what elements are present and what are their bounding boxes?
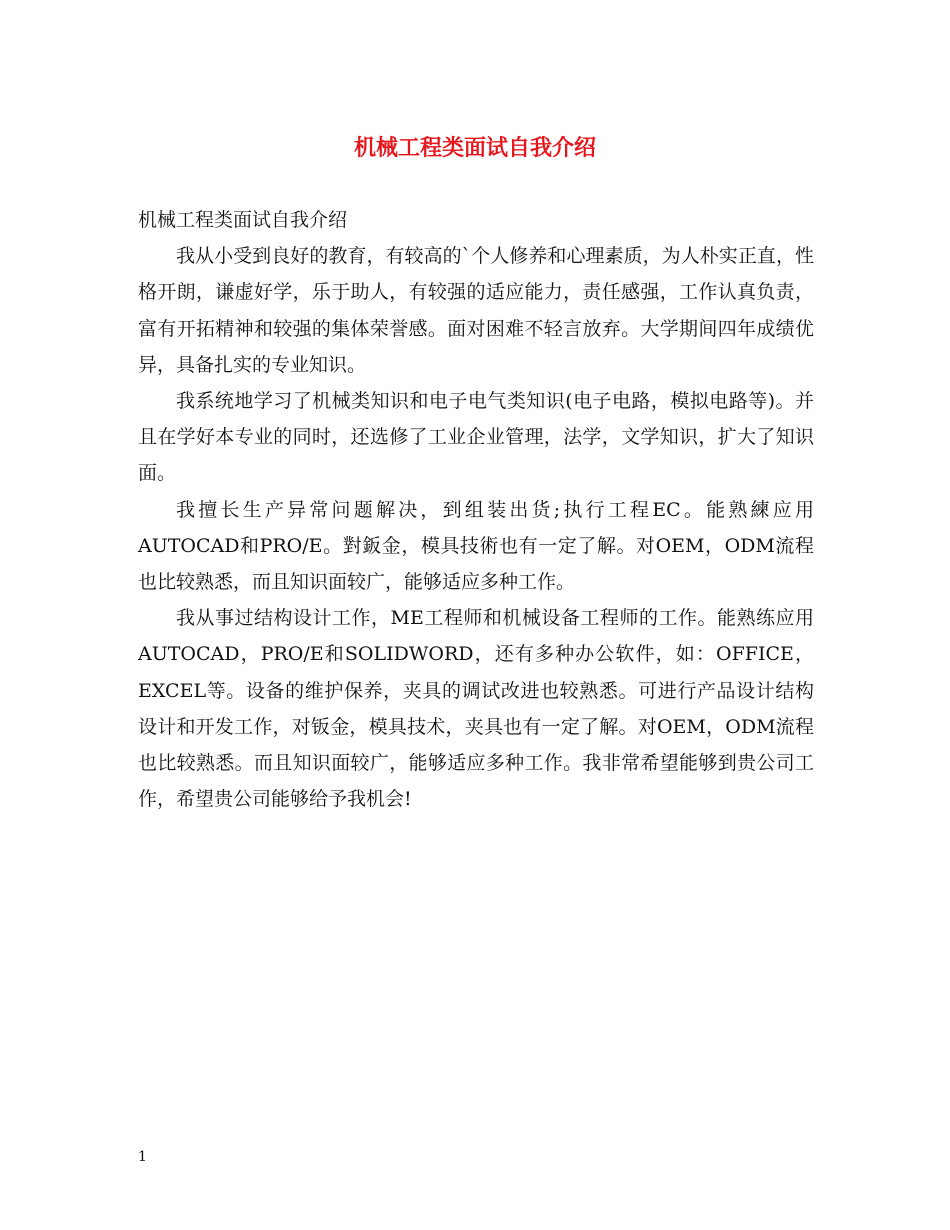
paragraph-3: 我擅长生产异常问题解决，到组装出货;执行工程EC。能熟練应用AUTOCAD和PRO/E。對鈑金，模具技術也有一定了解。对OEM，ODM流程也比较熟悉，而且知识面较广，能够适应多种工作。 xyxy=(138,498,814,594)
page-number: 1 xyxy=(138,1149,147,1165)
document-body xyxy=(138,202,814,817)
paragraph-4: 我从事过结构设计工作，ME工程师和机械设备工程师的工作。能熟练应用AUTOCAD，PRO/E和SOLIDWORD，还有多种办公软件，如：OFFICE，EXCEL等。设备的维护保养，夹具的调试改进也较熟悉。可进行产品设计结构设计和开发工作，对钣金，模具技术，夹具也有一定了解。对OEM，ODM流程也比较熟悉。而且知识面较广，能够适应多种工作。我非常希望能够到贵公司工作，希望贵公司能够给予我机会! xyxy=(138,607,814,811)
document-title: 机械工程类面试自我介绍 xyxy=(353,135,596,161)
document-subtitle: 机械工程类面试自我介绍 xyxy=(138,209,348,231)
paragraph-2: 我系统地学习了机械类知识和电子电气类知识(电子电路，模拟电路等)。并且在学好本专业的同时，还选修了工业企业管理，法学，文学知识，扩大了知识面。 xyxy=(138,390,814,485)
paragraph-1: 我从小受到良好的教育，有较高的`个人修养和心理素质，为人朴实正直，性格开朗，谦虚好学，乐于助人，有较强的适应能力，责任感强，工作认真负责，富有开拓精神和较强的集体荣誉感。面对困难不轻言放弃。大学期间四年成绩优异，具备扎实的专业知识。 xyxy=(138,245,814,376)
